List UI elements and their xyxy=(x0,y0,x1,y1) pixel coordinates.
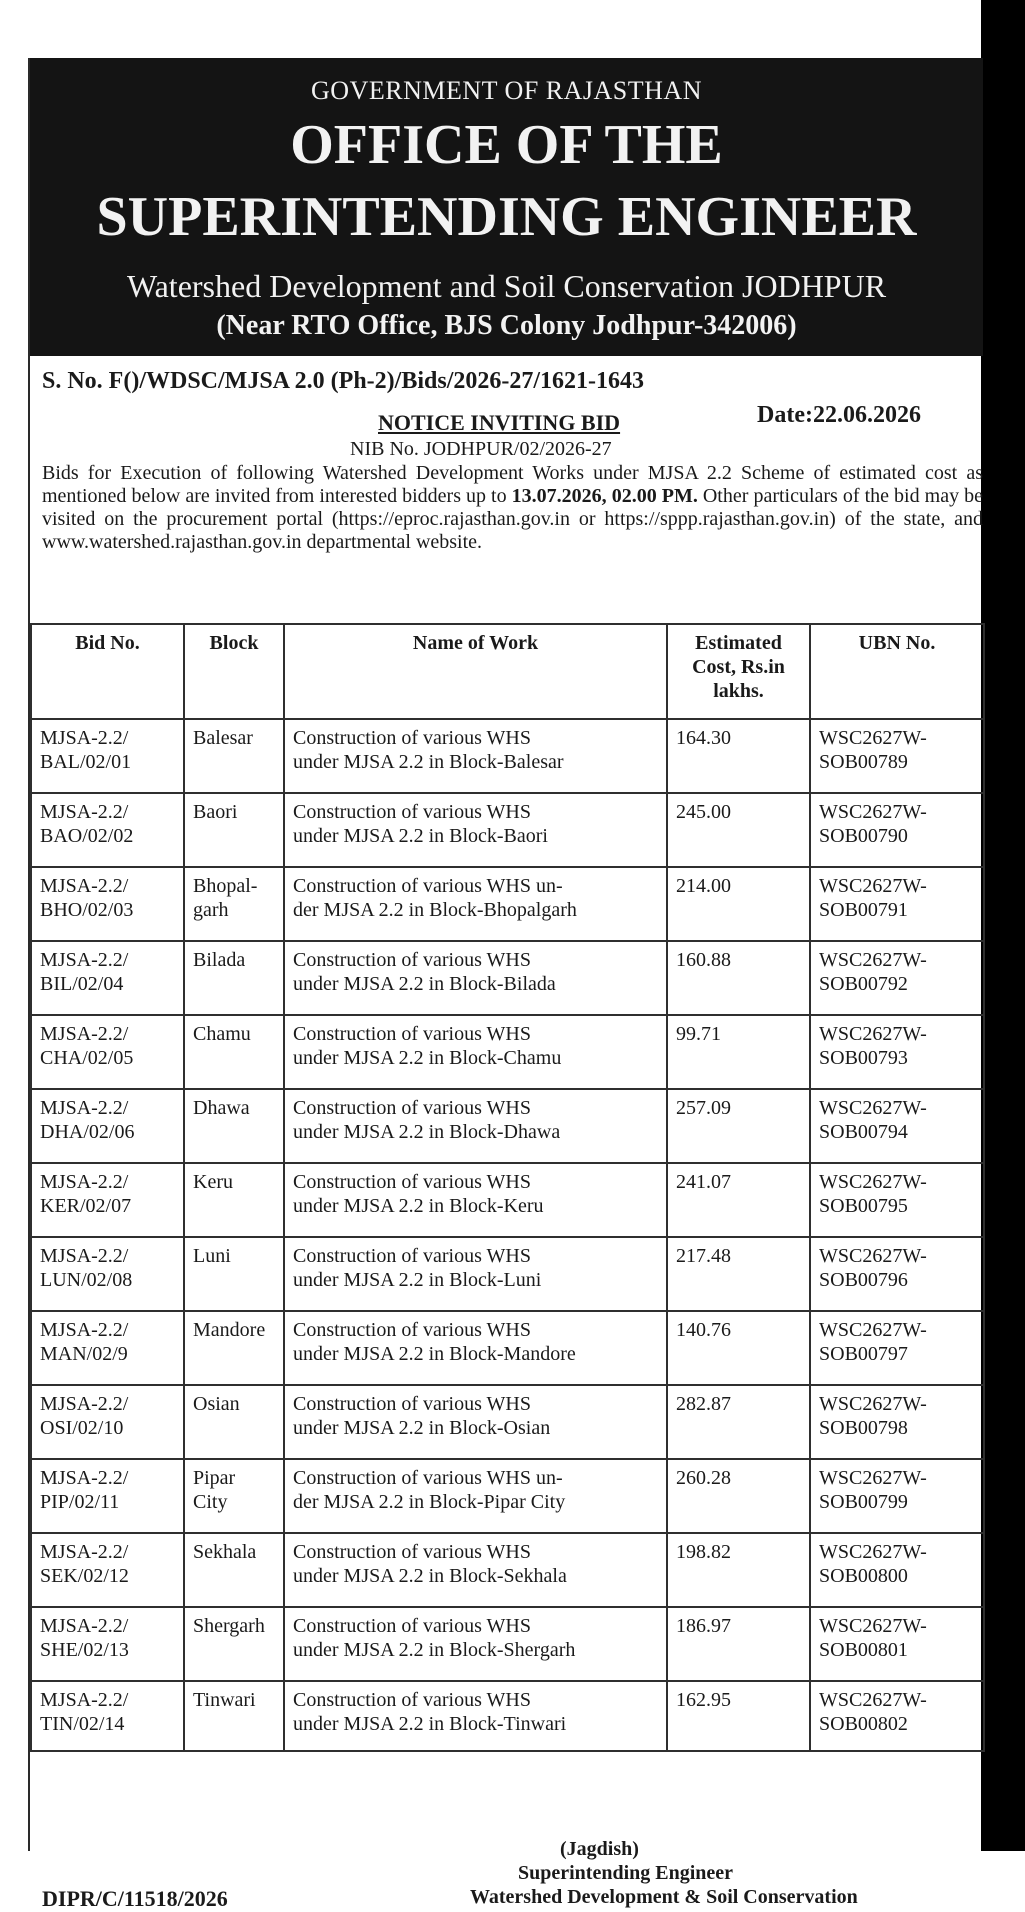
office-title-line1: OFFICE OF THE xyxy=(290,114,723,176)
cell-bid-no: MJSA-2.2/ BAO/02/02 xyxy=(31,793,184,867)
cell-estimated-cost: 217.48 xyxy=(667,1237,810,1311)
cell-ubn-no: WSC2627W- SOB00791 xyxy=(810,867,984,941)
cell-name-of-work: Construction of various WHS under MJSA 2.2 in Block-Luni xyxy=(284,1237,667,1311)
signatory-name: (Jagdish) xyxy=(560,1838,639,1860)
cell-block: Shergarh xyxy=(184,1607,284,1681)
cell-block: Tinwari xyxy=(184,1681,284,1751)
cell-estimated-cost: 186.97 xyxy=(667,1607,810,1681)
cell-estimated-cost: 214.00 xyxy=(667,867,810,941)
table-row xyxy=(31,941,984,1015)
cell-block: Keru xyxy=(184,1163,284,1237)
signatory-department: Watershed Development & Soil Conservation xyxy=(470,1886,858,1908)
cell-block: Bhopal- garh xyxy=(184,867,284,941)
cell-estimated-cost: 162.95 xyxy=(667,1681,810,1751)
cell-ubn-no: WSC2627W- SOB00802 xyxy=(810,1681,984,1751)
table-row xyxy=(31,1237,984,1311)
cell-name-of-work: Construction of various WHS under MJSA 2.2 in Block-Sekhala xyxy=(284,1533,667,1607)
cell-name-of-work: Construction of various WHS under MJSA 2.2 in Block-Dhawa xyxy=(284,1089,667,1163)
cell-bid-no: MJSA-2.2/ BAL/02/01 xyxy=(31,719,184,793)
cell-estimated-cost: 245.00 xyxy=(667,793,810,867)
cell-ubn-no: WSC2627W- SOB00800 xyxy=(810,1533,984,1607)
table-row xyxy=(31,793,984,867)
cell-name-of-work: Construction of various WHS under MJSA 2.2 in Block-Balesar xyxy=(284,719,667,793)
cell-ubn-no: WSC2627W- SOB00793 xyxy=(810,1015,984,1089)
cell-block: Baori xyxy=(184,793,284,867)
cell-name-of-work: Construction of various WHS under MJSA 2.2 in Block-Mandore xyxy=(284,1311,667,1385)
cell-estimated-cost: 164.30 xyxy=(667,719,810,793)
cell-estimated-cost: 160.88 xyxy=(667,941,810,1015)
cell-block: Osian xyxy=(184,1385,284,1459)
table-row xyxy=(31,1459,984,1533)
government-label: GOVERNMENT OF RAJASTHAN xyxy=(311,76,702,105)
cell-bid-no: MJSA-2.2/ LUN/02/08 xyxy=(31,1237,184,1311)
cell-name-of-work: Construction of various WHS under MJSA 2.2 in Block-Osian xyxy=(284,1385,667,1459)
cell-ubn-no: WSC2627W- SOB00794 xyxy=(810,1089,984,1163)
cell-bid-no: MJSA-2.2/ CHA/02/05 xyxy=(31,1015,184,1089)
table-row xyxy=(31,867,984,941)
table-row xyxy=(31,1311,984,1385)
cell-estimated-cost: 282.87 xyxy=(667,1385,810,1459)
screen-edge-bar xyxy=(981,0,1025,1851)
notice-paragraph-part1: Bids for Execution of following Watershed Development Works under MJSA 2.2 Scheme of estimated cost as mentioned below are invited from interested bidders up to xyxy=(42,462,983,507)
cell-block: Luni xyxy=(184,1237,284,1311)
cell-block: Mandore xyxy=(184,1311,284,1385)
cell-ubn-no: WSC2627W- SOB00799 xyxy=(810,1459,984,1533)
cell-name-of-work: Construction of various WHS under MJSA 2.2 in Block-Chamu xyxy=(284,1015,667,1089)
cell-bid-no: MJSA-2.2/ BHO/02/03 xyxy=(31,867,184,941)
cell-ubn-no: WSC2627W- SOB00792 xyxy=(810,941,984,1015)
cell-block: Dhawa xyxy=(184,1089,284,1163)
tender-notice xyxy=(28,58,983,1911)
cell-bid-no: MJSA-2.2/ PIP/02/11 xyxy=(31,1459,184,1533)
cell-name-of-work: Construction of various WHS under MJSA 2.2 in Block-Tinwari xyxy=(284,1681,667,1751)
cell-name-of-work: Construction of various WHS under MJSA 2.2 in Block-Shergarh xyxy=(284,1607,667,1681)
cell-bid-no: MJSA-2.2/ SHE/02/13 xyxy=(31,1607,184,1681)
cell-ubn-no: WSC2627W- SOB00796 xyxy=(810,1237,984,1311)
cell-block: Pipar City xyxy=(184,1459,284,1533)
bids-table xyxy=(30,623,985,1752)
cell-estimated-cost: 260.28 xyxy=(667,1459,810,1533)
cell-ubn-no: WSC2627W- SOB00798 xyxy=(810,1385,984,1459)
header-band xyxy=(30,58,983,356)
table-body xyxy=(31,719,984,1751)
notice-date: Date:22.06.2026 xyxy=(757,402,921,428)
table-row xyxy=(31,1607,984,1681)
office-address: (Near RTO Office, BJS Colony Jodhpur-342006) xyxy=(216,310,797,341)
cell-block: Balesar xyxy=(184,719,284,793)
cell-name-of-work: Construction of various WHS under MJSA 2.2 in Block-Bilada xyxy=(284,941,667,1015)
department-name: Watershed Development and Soil Conservation JODHPUR xyxy=(126,268,887,304)
bid-deadline: 13.07.2026, 02.00 PM. xyxy=(511,485,698,507)
header-estimated-cost: Estimated Cost, Rs.in lakhs. xyxy=(667,624,810,719)
notice-footer xyxy=(30,1838,983,1909)
table-row xyxy=(31,1089,984,1163)
office-title-line2: SUPERINTENDING ENGINEER xyxy=(96,186,917,248)
cell-bid-no: MJSA-2.2/ TIN/02/14 xyxy=(31,1681,184,1751)
notice-paragraph-part2: Other particulars of the bid may be visited on the procurement portal (https://eproc.rajasthan.gov.in or https://sppp.rajasthan.gov.in) of the state, and www.watershed.rajasthan.gov.in departmental website. xyxy=(42,485,983,553)
cell-ubn-no: WSC2627W- SOB00801 xyxy=(810,1607,984,1681)
table-row xyxy=(31,1681,984,1751)
notice-paragraph xyxy=(42,462,983,554)
cell-bid-no: MJSA-2.2/ BIL/02/04 xyxy=(31,941,184,1015)
table-row xyxy=(31,1163,984,1237)
cell-name-of-work: Construction of various WHS under MJSA 2.2 in Block-Keru xyxy=(284,1163,667,1237)
notice-title: NOTICE INVITING BID xyxy=(378,410,621,435)
serial-number: S. No. F()/WDSC/MJSA 2.0 (Ph-2)/Bids/2026-27/1621-1643 xyxy=(42,368,645,394)
table-header-row xyxy=(31,624,984,719)
cell-name-of-work: Construction of various WHS under MJSA 2.2 in Block-Baori xyxy=(284,793,667,867)
cell-estimated-cost: 257.09 xyxy=(667,1089,810,1163)
cell-estimated-cost: 140.76 xyxy=(667,1311,810,1385)
cell-bid-no: MJSA-2.2/ KER/02/07 xyxy=(31,1163,184,1237)
cell-ubn-no: WSC2627W- SOB00790 xyxy=(810,793,984,867)
cell-block: Chamu xyxy=(184,1015,284,1089)
cell-name-of-work: Construction of various WHS un- der MJSA 2.2 in Block-Bhopalgarh xyxy=(284,867,667,941)
cell-ubn-no: WSC2627W- SOB00789 xyxy=(810,719,984,793)
cell-bid-no: MJSA-2.2/ MAN/02/9 xyxy=(31,1311,184,1385)
nib-number: NIB No. JODHPUR/02/2026-27 xyxy=(350,438,612,460)
table-row xyxy=(31,1015,984,1089)
cell-ubn-no: WSC2627W- SOB00797 xyxy=(810,1311,984,1385)
cell-block: Sekhala xyxy=(184,1533,284,1607)
cell-name-of-work: Construction of various WHS un- der MJSA 2.2 in Block-Pipar City xyxy=(284,1459,667,1533)
signatory-title: Superintending Engineer xyxy=(518,1862,734,1884)
cell-ubn-no: WSC2627W- SOB00795 xyxy=(810,1163,984,1237)
header-ubn-no: UBN No. xyxy=(810,624,984,719)
header-name-of-work: Name of Work xyxy=(284,624,667,719)
dipr-number: DIPR/C/11518/2026 xyxy=(42,1886,228,1911)
cell-block: Bilada xyxy=(184,941,284,1015)
table-row xyxy=(31,1385,984,1459)
cell-bid-no: MJSA-2.2/ DHA/02/06 xyxy=(31,1089,184,1163)
table-row xyxy=(31,1533,984,1607)
table-row xyxy=(31,719,984,793)
cell-bid-no: MJSA-2.2/ OSI/02/10 xyxy=(31,1385,184,1459)
cell-estimated-cost: 241.07 xyxy=(667,1163,810,1237)
cell-estimated-cost: 198.82 xyxy=(667,1533,810,1607)
header-block: Block xyxy=(184,624,284,719)
header-bid-no: Bid No. xyxy=(31,624,184,719)
cell-estimated-cost: 99.71 xyxy=(667,1015,810,1089)
cell-bid-no: MJSA-2.2/ SEK/02/12 xyxy=(31,1533,184,1607)
